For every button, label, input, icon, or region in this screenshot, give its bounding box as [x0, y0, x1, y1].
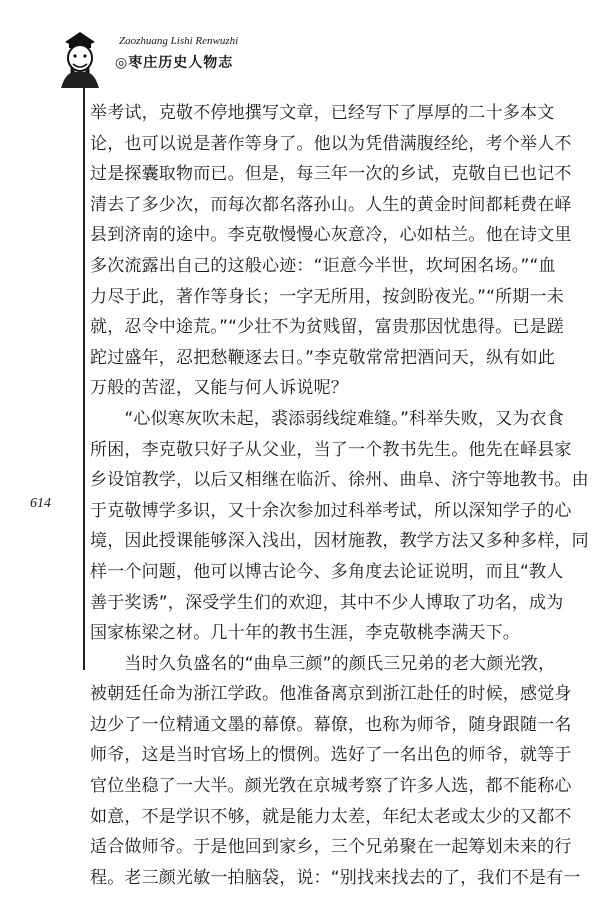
- text-line: 多次流露出自己的这般心迹：“讵意今半世，坎坷困名场。”“血: [90, 255, 556, 276]
- scholar-portrait-icon: [55, 28, 105, 88]
- text-line: 就，忍令中途荒。”“少壮不为贫贱留，富贵那因忧患得。已是蹉: [90, 317, 564, 338]
- body-text: [90, 98, 589, 893]
- text-line: 县到济南的途中。李克敬慢慢心灰意冷，心如枯兰。他在诗文里: [90, 225, 572, 246]
- text-line: 官位坐稳了一大半。颜光敩在京城考察了许多人选，都不能称心: [90, 776, 572, 797]
- text-line: 跎过盛年，忍把愁鞭逐去日。”李克敬常常把酒问天，纵有如此: [90, 347, 555, 368]
- text-line: 当时久负盛名的“曲阜三颜”的颜氏三兄弟的老大颜光敩，: [90, 653, 556, 674]
- text-line: 所困，李克敬只好子从父业，当了一个教书先生。他先在峄县家: [90, 439, 572, 460]
- text-line: 过是探囊取物而已。但是，每三年一次的乡试，克敬自已也记不: [90, 164, 572, 185]
- text-line: 境，因此授课能够深入浅出，因材施教，教学方法又多种多样，同: [90, 531, 589, 552]
- text-line: 程。老三颜光敏一拍脑袋，说：“别找来找去的了，我们不是有一: [90, 867, 581, 888]
- text-line: 如意，不是学识不够，就是能力太差，年纪太老或太少的又都不: [90, 806, 572, 827]
- text-line: 力尽于此，著作等身长；一字无所用，按剑盼夜光。”“所期一未: [90, 286, 564, 307]
- text-line: 被朝廷任命为浙江学政。他准备离京到浙江赴任的时候，感觉身: [90, 684, 572, 705]
- text-line: 举考试，克敬不停地撰写文章，已经写下了厚厚的二十多本文: [90, 103, 555, 123]
- text-line: 样一个问题，他可以博古论今、多角度去论证说明，而且“教人: [90, 561, 564, 582]
- text-line: 乡设馆教学，以后又相继在临沂、徐州、曲阜、济宁等地教书。由: [90, 470, 589, 491]
- text-line: 适合做师爷。于是他回到家乡，三个兄弟聚在一起筹划未来的行: [90, 837, 572, 858]
- text-line: 师爷，这是当时官场上的惯例。选好了一名出色的师爷，就等于: [90, 745, 572, 766]
- text-line: 善于奖诱”，深受学生们的欢迎，其中不少人博取了功名，成为: [90, 592, 564, 613]
- text-line: “心似寒灰吹未起，裘添弱线绽难缝。”科举失败，又为衣食: [90, 408, 564, 429]
- text-line: 于克敬博学多识，又十余次参加过科举考试，所以深知学子的心: [90, 500, 572, 521]
- header-chinese-title: ◎枣庄历史人物志: [115, 55, 234, 71]
- text-line: 清去了多少次，而每次都名落孙山。人生的黄金时间都耗费在峄: [90, 194, 572, 215]
- text-line: 万般的苦涩，又能与何人诉说呢？: [90, 378, 348, 399]
- text-line: 论，也可以说是著作等身了。他以为凭借满腹经纶，考个举人不: [90, 133, 572, 154]
- margin-rule: [83, 88, 85, 670]
- text-line: 国家栋梁之材。几十年的教书生涯，李克敬桃李满天下。: [90, 623, 520, 644]
- running-header: [55, 28, 275, 90]
- text-line: 边少了一位精通文墨的幕僚。幕僚，也称为师爷，随身跟随一名: [90, 714, 572, 735]
- header-latin-title: Zaozhuang Lishi Renwuzhi: [119, 35, 239, 47]
- page-number: 614: [30, 496, 51, 511]
